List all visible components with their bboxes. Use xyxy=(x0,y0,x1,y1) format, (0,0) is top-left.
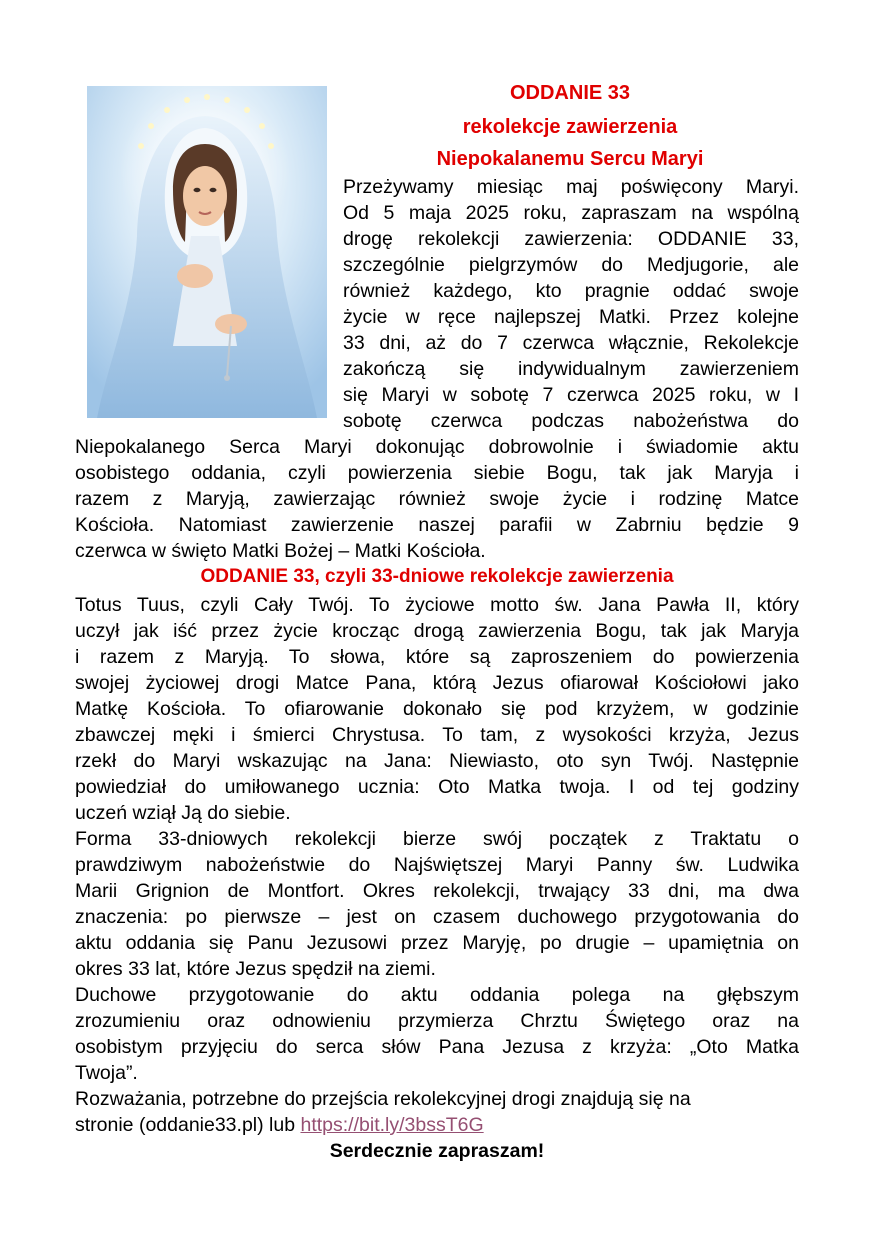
virgin-mary-picture xyxy=(87,86,327,418)
closing-invitation: Serdecznie zapraszam! xyxy=(329,1140,545,1162)
para2-line: prawdziwym nabożeństwie do Najświętszej Maryi Panny św. Ludwika xyxy=(75,854,799,876)
intro-line: się Maryi w sobotę 7 czerwca 2025 roku, w I xyxy=(343,384,799,406)
para2-line: aktu oddania się Panu Jezusowi przez Maryję, po drugie – upamiętnia on xyxy=(75,932,799,954)
subheading: ODDANIE 33, czyli 33-dniowe rekolekcje zawierzenia xyxy=(200,566,674,587)
title-line-2: rekolekcje zawierzenia xyxy=(462,116,678,138)
para1-line: Totus Tuus, czyli Cały Twój. To życiowe motto św. Jana Pawła II, który xyxy=(75,594,799,616)
intro-line: 33 dni, aż do 7 czerwca włącznie, Rekolekcje xyxy=(343,332,799,354)
intro-line: szczególnie pielgrzymów do Medjugorie, ale xyxy=(343,254,799,276)
para1-line: uczył jak iść przez życie krocząc drogą zawierzenia Bogu, tak jak Maryja xyxy=(75,620,799,642)
intro-line: drogę rekolekcji zawierzenia: ODDANIE 33, xyxy=(343,228,799,250)
para1-line: swojej życiowej drogi Matce Pana, którą Jezus ofiarował Kościołowi jako xyxy=(75,672,799,694)
para4-line: Rozważania, potrzebne do przejścia rekolekcyjnej drogi znajdują się na xyxy=(75,1088,691,1110)
para1-line: powiedział do umiłowanego ucznia: Oto Matka twoja. I od tej godziny xyxy=(75,776,799,798)
para2-line: Marii Grignion de Montfort. Okres rekolekcji, trwający 33 dni, ma dwa xyxy=(75,880,799,902)
para1-line: i razem z Maryją. To słowa, które są zaproszeniem do powierzenia xyxy=(75,646,799,668)
para3-line: osobistym przyjęciu do serca słów Pana Jezusa z krzyża: „Oto Matka xyxy=(75,1036,799,1058)
para2-line: okres 33 lat, które Jezus spędził na ziemi. xyxy=(75,958,436,980)
para1-line: Matkę Kościoła. To ofiarowanie dokonało się pod krzyżem, w godzinie xyxy=(75,698,799,720)
para2-line: znaczenia: po pierwsze – jest on czasem duchowego przygotowania do xyxy=(75,906,799,928)
para3-line: Duchowe przygotowanie do aktu oddania polega na głębszym xyxy=(75,984,799,1006)
intro-line: czerwca w święto Matki Bożej – Matki Kościoła. xyxy=(75,540,486,562)
intro-line: sobotę czerwca podczas nabożeństwa do xyxy=(343,410,799,432)
para1-line: zbawczej męki i śmierci Chrystusa. To tam, z wysokości krzyża, Jezus xyxy=(75,724,799,746)
intro-line: Niepokalanego Serca Maryi dokonując dobrowolnie i świadomie aktu xyxy=(75,436,799,458)
para4-line-2 xyxy=(75,1114,799,1136)
retreat-link[interactable]: https://bit.ly/3bssT6G xyxy=(300,1114,484,1136)
intro-line: zakończą się indywidualnym zawierzeniem xyxy=(343,358,799,380)
intro-line: Kościoła. Natomiast zawierzenie naszej parafii w Zabrniu będzie 9 xyxy=(75,514,799,536)
intro-line: Od 5 maja 2025 roku, zapraszam na wspólną xyxy=(343,202,799,224)
para2-line: Forma 33-dniowych rekolekcji bierze swój początek z Traktatu o xyxy=(75,828,799,850)
intro-line: razem z Maryją, zawierzając również swoje życie i rodzinę Matce xyxy=(75,488,799,510)
para4-prefix: stronie (oddanie33.pl) lub xyxy=(75,1114,301,1136)
virgin-mary-illustration xyxy=(87,86,327,418)
intro-line: Przeżywamy miesiąc maj poświęcony Maryi. xyxy=(343,176,799,198)
para1-line: uczeń wziął Ją do siebie. xyxy=(75,802,291,824)
intro-line: życie w ręce najlepszej Matki. Przez kolejne xyxy=(343,306,799,328)
title-line-1: ODDANIE 33 xyxy=(509,82,631,104)
para1-line: rzekł do Maryi wskazując na Jana: Niewiasto, oto syn Twój. Następnie xyxy=(75,750,799,772)
title-line-3: Niepokalanemu Sercu Maryi xyxy=(436,148,704,170)
intro-line: osobistego oddania, czyli powierzenia siebie Bogu, tak jak Maryja i xyxy=(75,462,799,484)
para3-line: Twoja”. xyxy=(75,1062,138,1084)
intro-line: również każdego, kto pragnie oddać swoje xyxy=(343,280,799,302)
para3-line: zrozumieniu oraz odnowieniu przymierza Chrztu Świętego oraz na xyxy=(75,1010,799,1032)
